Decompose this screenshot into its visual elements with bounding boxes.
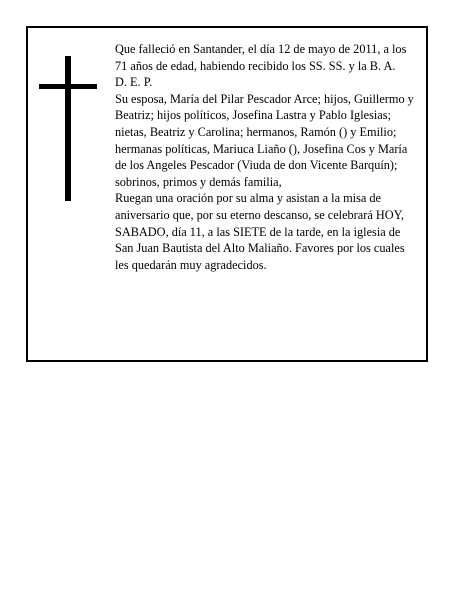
cross-icon (38, 56, 98, 201)
obituary-notice (26, 26, 428, 362)
rip-line: D. E. P. (115, 75, 153, 90)
notice-text (115, 41, 421, 273)
cross-vertical-bar (65, 56, 71, 201)
announcement-paragraph: Que falleció en Santander, el día 12 de mayo de 2011, a los 71 años de edad, habiendo recibido los SS. SS. y la B. A. (115, 42, 407, 73)
cross-horizontal-bar (39, 84, 97, 89)
family-paragraph: Su esposa, María del Pilar Pescador Arce; hijos, Guillermo y Beatriz; hijos políticos, Josefina Lastra y Pablo Iglesias; nietas, Beatriz y Carolina; hermanos, Ramón () y Emilio; hermanas políticas, Mariuca Liaño (), Josefina Cos y María de los Angeles Pescador (Viuda de don Vicente Barquín); sobrinos, primos y demás familia, (115, 91, 414, 189)
request-paragraph: Ruegan una oración por su alma y asistan a la misa de aniversario que, por su eterno descanso, se celebrará HOY, SABADO, día 11, a las SIETE de la tarde, en la iglesia de San Juan Bautista del Alto Maliaño. Favores por los cuales les quedarán muy agradecidos. (115, 191, 405, 272)
